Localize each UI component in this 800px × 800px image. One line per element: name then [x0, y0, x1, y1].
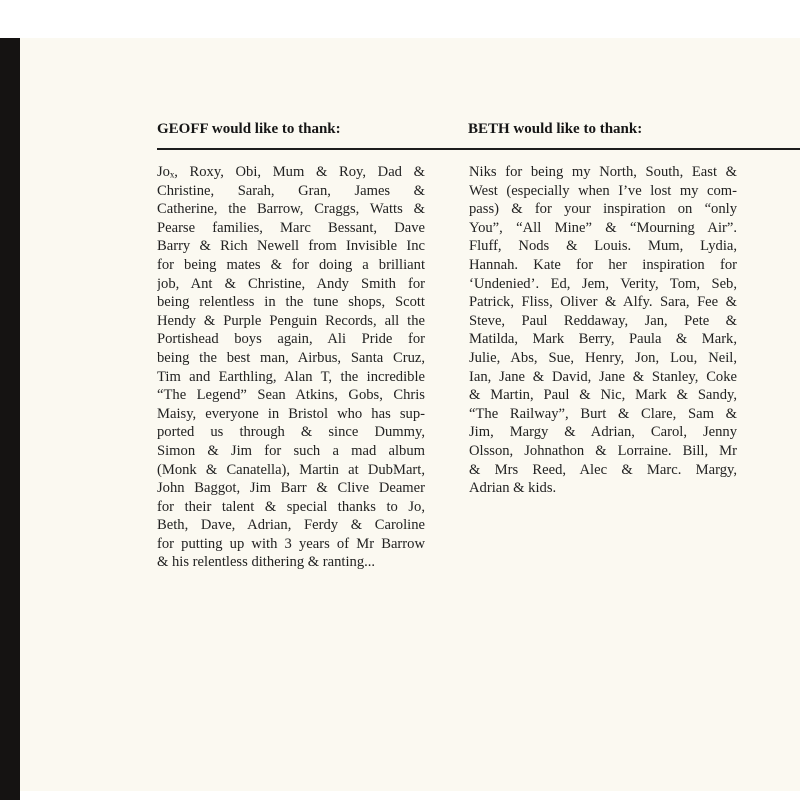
beth-text-line: & Martin, Paul & Nic, Mark & Sandy,	[469, 387, 737, 404]
geoff-text-line: job, Ant & Christine, Andy Smith for	[157, 275, 425, 292]
beth-text-line: Julie, Abs, Sue, Henry, Jon, Lou, Neil,	[469, 349, 737, 366]
geoff-text-line: & his relentless dithering & ranting...	[157, 554, 376, 571]
geoff-thanks-text	[157, 163, 425, 572]
beth-thanks-text	[469, 163, 737, 498]
geoff-text-line: Tim and Earthling, Alan T, the incredible	[157, 368, 425, 385]
geoff-text-line: for being mates & for doing a brilliant	[157, 256, 425, 273]
beth-text-line: Fluff, Nods & Louis. Mum, Lydia,	[469, 238, 737, 255]
beth-text-line: “The Railway”, Burt & Clare, Sam &	[469, 405, 737, 422]
beth-text-line: Adrian & kids.	[469, 480, 557, 497]
geoff-text-line: being relentless in the tune shops, Scott	[157, 294, 425, 311]
beth-text-line: pass) & for your inspiration on “only	[469, 201, 737, 218]
beth-text-line: & Mrs Reed, Alec & Marc. Margy,	[469, 461, 737, 478]
beth-text-line: Jim, Margy & Adrian, Carol, Jenny	[469, 424, 737, 441]
geoff-text-line: Christine, Sarah, Gran, James &	[157, 182, 425, 199]
geoff-text-line: Portishead boys again, Ali Pride for	[157, 331, 425, 348]
geoff-text-line: Joₓ, Roxy, Obi, Mum & Roy, Dad &	[157, 164, 425, 180]
column-headings	[157, 121, 800, 147]
geoff-text-line: “The Legend” Sean Atkins, Gobs, Chris	[157, 387, 425, 404]
geoff-text-line: Simon & Jim for such a mad album	[157, 442, 425, 459]
geoff-text-line: Beth, Dave, Adrian, Ferdy & Caroline	[157, 517, 425, 534]
geoff-heading: GEOFF would like to thank:	[157, 121, 341, 137]
beth-text-line: West (especially when I’ve lost my com-	[469, 182, 737, 199]
beth-text-line: Olsson, Johnathon & Lorraine. Bill, Mr	[469, 442, 737, 459]
beth-text-line: Hannah. Kate for her inspiration for	[469, 256, 737, 273]
geoff-text-line: for their talent & special thanks to Jo,	[157, 498, 425, 515]
geoff-text-line: Catherine, the Barrow, Craggs, Watts &	[157, 201, 425, 218]
geoff-text-line: Pearse families, Marc Bessant, Dave	[157, 219, 425, 236]
beth-text-line: Ian, Jane & David, Jane & Stanley, Coke	[469, 368, 737, 385]
beth-text-line: Niks for being my North, South, East &	[469, 164, 737, 180]
heading-rule	[157, 148, 800, 150]
beth-text-line: You”, “All Mine” & “Mourning Air”.	[469, 219, 737, 236]
left-dark-edge	[0, 38, 20, 800]
geoff-text-line: being the best man, Airbus, Santa Cruz,	[157, 349, 425, 366]
beth-heading: BETH would like to thank:	[468, 121, 643, 137]
beth-text-line: Steve, Paul Reddaway, Jan, Pete &	[469, 312, 737, 329]
geoff-text-line: Barry & Rich Newell from Invisible Inc	[157, 238, 425, 255]
beth-text-line: Matilda, Mark Berry, Paula & Mark,	[469, 331, 737, 348]
geoff-text-line: John Baggot, Jim Barr & Clive Deamer	[157, 480, 425, 497]
geoff-text-line: (Monk & Canatella), Martin at DubMart,	[157, 461, 425, 478]
beth-text-line: ‘Undenied’. Ed, Jem, Verity, Tom, Seb,	[469, 275, 737, 292]
geoff-text-line: Maisy, everyone in Bristol who has sup-	[157, 405, 425, 422]
geoff-text-line: Hendy & Purple Penguin Records, all the	[157, 312, 425, 329]
geoff-text-line: ported us through & since Dummy,	[157, 424, 425, 441]
geoff-text-line: for putting up with 3 years of Mr Barrow	[157, 535, 425, 552]
beth-text-line: Patrick, Fliss, Oliver & Alfy. Sara, Fee &	[469, 294, 737, 311]
